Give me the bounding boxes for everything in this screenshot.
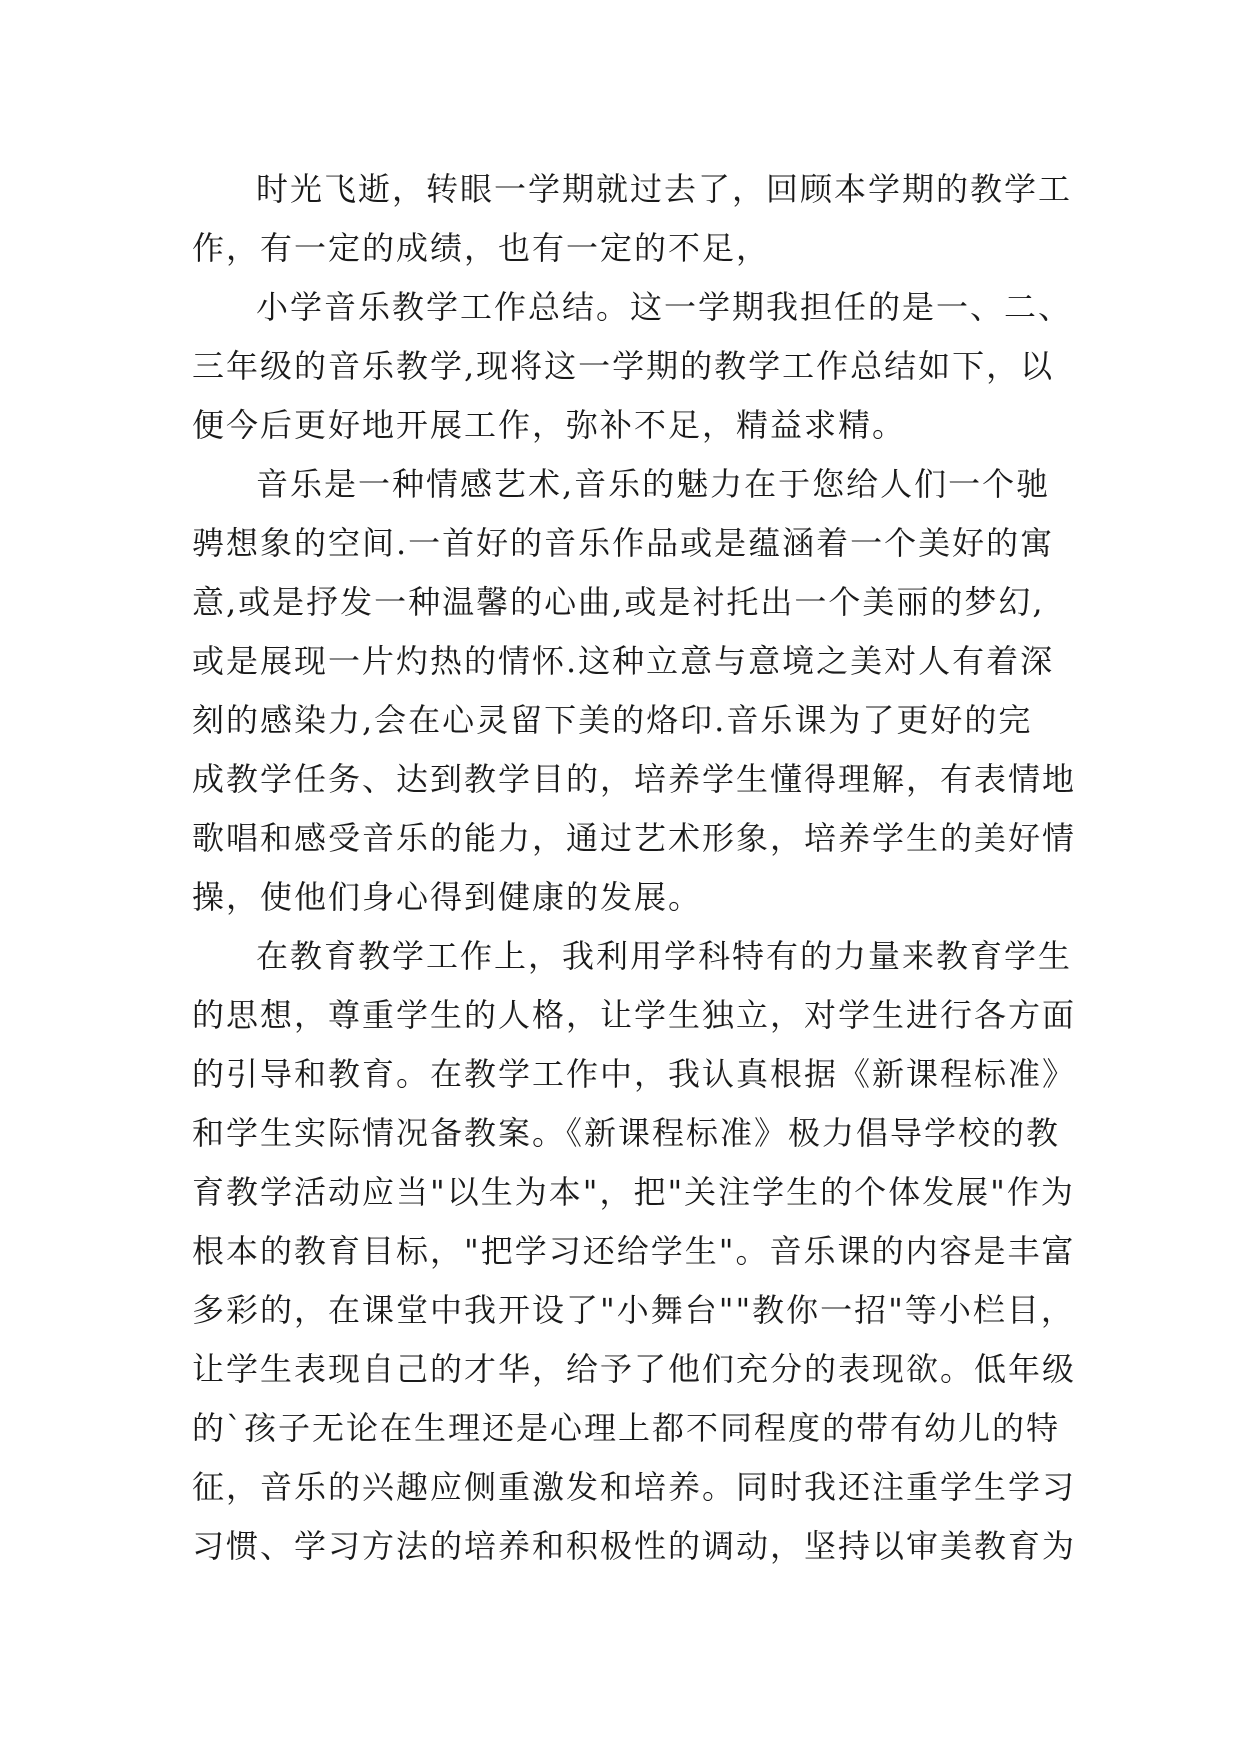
text-line: 便今后更好地开展工作，弥补不足，精益求精。 (192, 406, 907, 444)
text-line: 征，音乐的兴趣应侧重激发和培养。同时我还注重学生学习 (192, 1468, 1077, 1506)
paragraph-2 (192, 278, 1073, 455)
text-line: 时光飞逝，转眼一学期就过去了，回顾本学期的教学工 (256, 170, 1073, 208)
text-line: 骋想象的空间.一首好的音乐作品或是蕴涵着一个美好的寓 (192, 524, 1055, 562)
text-line: 操，使他们身心得到健康的发展。 (192, 878, 703, 916)
body-text (192, 160, 1077, 1576)
paragraph-1 (192, 160, 1073, 278)
text-line: 的思想，尊重学生的人格，让学生独立，对学生进行各方面 (192, 996, 1077, 1034)
text-line: 让学生表现自己的才华，给予了他们充分的表现欲。低年级 (192, 1350, 1077, 1388)
text-line: 音乐是一种情感艺术,音乐的魅力在于您给人们一个驰 (256, 465, 1051, 503)
text-line: 多彩的，在课堂中我开设了"小舞台""教你一招"等小栏目， (192, 1291, 1075, 1329)
text-line: 刻的感染力,会在心灵留下美的烙印.音乐课为了更好的完 (192, 701, 1033, 739)
text-line: 和学生实际情况备教案。《新课程标准》极力倡导学校的教 (192, 1114, 1061, 1152)
text-line: 三年级的音乐教学,现将这一学期的教学工作总结如下，以 (192, 347, 1055, 385)
paragraph-3 (192, 455, 1077, 927)
text-line: 歌唱和感受音乐的能力，通过艺术形象，培养学生的美好情 (192, 819, 1077, 857)
text-line: 的`孩子无论在生理还是心理上都不同程度的带有幼儿的特 (192, 1409, 1061, 1447)
text-line: 或是展现一片灼热的情怀.这种立意与意境之美对人有着深 (192, 642, 1055, 680)
text-line: 小学音乐教学工作总结。这一学期我担任的是一、二、 (256, 288, 1073, 326)
text-line: 意,或是抒发一种温馨的心曲,或是衬托出一个美丽的梦幻, (192, 583, 1045, 621)
text-line: 习惯、学习方法的培养和积极性的调动，坚持以审美教育为 (192, 1527, 1077, 1565)
text-line: 在教育教学工作上，我利用学科特有的力量来教育学生 (256, 937, 1073, 975)
paragraph-4 (192, 927, 1077, 1576)
text-line: 成教学任务、达到教学目的，培养学生懂得理解，有表情地 (192, 760, 1077, 798)
text-line: 的引导和教育。在教学工作中，我认真根据《新课程标准》 (192, 1055, 1077, 1093)
text-line: 育教学活动应当"以生为本"，把"关注学生的个体发展"作为 (192, 1173, 1075, 1211)
text-line: 作，有一定的成绩，也有一定的不足， (192, 229, 771, 267)
text-line: 根本的教育目标，"把学习还给学生"。音乐课的内容是丰富 (192, 1232, 1076, 1270)
